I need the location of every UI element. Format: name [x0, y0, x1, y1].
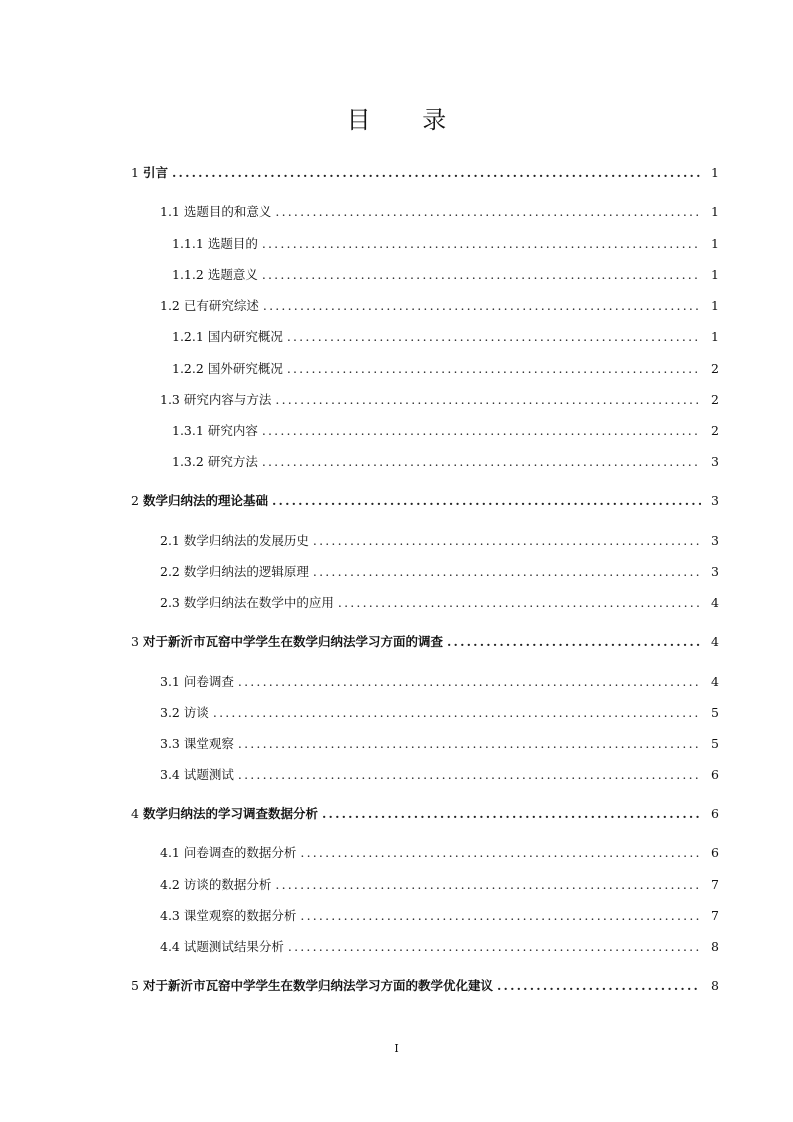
- dot-leader: [287, 329, 701, 345]
- toc-entry-page: 1: [711, 298, 719, 313]
- toc-entry-label: 对于新沂市瓦窑中学学生在数学归纳法学习方面的教学优化建议: [142, 978, 493, 993]
- dot-leader: [263, 298, 701, 314]
- toc-entry[interactable]: [131, 806, 719, 822]
- toc-entry-number: 2.2: [160, 564, 180, 579]
- toc-entry-label: 数学归纳法的学习调查数据分析: [142, 806, 318, 821]
- dot-leader: [262, 454, 701, 470]
- toc-entry[interactable]: [160, 845, 719, 861]
- dot-leader: [322, 806, 701, 822]
- toc-entry-number: 4.1: [160, 845, 180, 860]
- toc-entry-label: 课堂观察的数据分析: [183, 908, 297, 923]
- dot-leader: [213, 705, 701, 721]
- toc-entry-page: 6: [711, 767, 719, 782]
- toc-entry-label: 已有研究综述: [183, 298, 259, 313]
- toc-entry-page: 1: [711, 165, 719, 180]
- toc-entry-label: 引言: [142, 165, 168, 180]
- dot-leader: [262, 267, 701, 283]
- toc-entry[interactable]: [160, 908, 719, 924]
- toc-entry-number: 2.3: [160, 595, 180, 610]
- toc-entry-number: 3.4: [160, 767, 180, 782]
- dot-leader: [313, 533, 701, 549]
- toc-entry-number: 2.1: [160, 533, 180, 548]
- toc-entry-number: 1.1.1: [172, 236, 204, 251]
- dot-leader: [262, 423, 701, 439]
- toc-entry-page: 7: [711, 908, 719, 923]
- toc-entry-label: 访谈的数据分析: [183, 877, 272, 892]
- toc-entry[interactable]: [131, 634, 719, 650]
- toc-entry-number: 3.1: [160, 674, 180, 689]
- dot-leader: [272, 493, 701, 509]
- toc-entry-number: 1.3.1: [172, 423, 204, 438]
- dot-leader: [275, 877, 701, 893]
- toc-entry-label: 数学归纳法的逻辑原理: [183, 564, 309, 579]
- dot-leader: [275, 204, 701, 220]
- toc-entry-page: 5: [711, 705, 719, 720]
- toc-entry-page: 1: [711, 267, 719, 282]
- toc-entry-label: 数学归纳法的发展历史: [183, 533, 309, 548]
- toc-entry[interactable]: [172, 454, 719, 470]
- toc-entry-number: 4: [131, 806, 139, 821]
- dot-leader: [338, 595, 701, 611]
- toc-entry-label: 数学归纳法的理论基础: [142, 493, 268, 508]
- dot-leader: [275, 392, 701, 408]
- toc-entry-label: 试题测试: [183, 767, 234, 782]
- toc-entry-number: 4.2: [160, 877, 180, 892]
- toc-entry[interactable]: [160, 736, 719, 752]
- toc-entry-number: 4.4: [160, 939, 180, 954]
- toc-entry[interactable]: [172, 236, 719, 252]
- toc-entry-number: 3.2: [160, 705, 180, 720]
- toc-entry-number: 1.3: [160, 392, 180, 407]
- toc-entry-number: 1.2: [160, 298, 180, 313]
- dot-leader: [497, 978, 701, 994]
- toc-entry-page: 3: [711, 564, 719, 579]
- toc-entry-label: 国内研究概况: [207, 329, 283, 344]
- toc-entry[interactable]: [131, 493, 719, 509]
- toc-entry-page: 3: [711, 454, 719, 469]
- toc-entry-label: 选题意义: [207, 267, 258, 282]
- toc-entry[interactable]: [160, 564, 719, 580]
- toc-entry-number: 2: [131, 493, 139, 508]
- toc-entry[interactable]: [160, 533, 719, 549]
- toc-entry-label: 选题目的和意义: [183, 204, 272, 219]
- toc-entry-number: 1: [131, 165, 139, 180]
- toc-entry-label: 试题测试结果分析: [183, 939, 284, 954]
- dot-leader: [300, 845, 701, 861]
- page-number: I: [394, 1042, 399, 1055]
- toc-entry[interactable]: [172, 423, 719, 439]
- toc-entry-label: 研究方法: [207, 454, 258, 469]
- toc-entry-page: 8: [711, 978, 719, 993]
- toc-entry[interactable]: [160, 204, 719, 220]
- toc-entry-page: 6: [711, 806, 719, 821]
- toc-entry[interactable]: [160, 705, 719, 721]
- toc-entry-page: 1: [711, 329, 719, 344]
- toc-entry[interactable]: [172, 329, 719, 345]
- toc-entry-page: 6: [711, 845, 719, 860]
- toc-entry-label: 研究内容: [207, 423, 258, 438]
- toc-entry[interactable]: [131, 978, 719, 994]
- toc-entry-number: 1.3.2: [172, 454, 204, 469]
- toc-entry-number: 1.2.1: [172, 329, 204, 344]
- toc-entry[interactable]: [172, 361, 719, 377]
- toc-entry[interactable]: [160, 595, 719, 611]
- toc-entry-number: 1.1.2: [172, 267, 204, 282]
- dot-leader: [300, 908, 701, 924]
- toc-entry[interactable]: [160, 674, 719, 690]
- toc-entry-number: 5: [131, 978, 139, 993]
- toc-entry-number: 1.2.2: [172, 361, 204, 376]
- toc-entry-label: 问卷调查: [183, 674, 234, 689]
- toc-entry[interactable]: [131, 165, 719, 181]
- toc-entry-page: 4: [711, 674, 719, 689]
- dot-leader: [447, 634, 701, 650]
- toc-entry-number: 1.1: [160, 204, 180, 219]
- toc-title: 目 录: [346, 106, 469, 134]
- dot-leader: [262, 236, 701, 252]
- dot-leader: [238, 767, 701, 783]
- toc-entry[interactable]: [160, 767, 719, 783]
- toc-entry-page: 3: [711, 533, 719, 548]
- toc-entry-page: 2: [711, 392, 719, 407]
- toc-entry-page: 5: [711, 736, 719, 751]
- dot-leader: [288, 939, 701, 955]
- toc-entry-label: 访谈: [183, 705, 209, 720]
- toc-entry-page: 1: [711, 236, 719, 251]
- toc-entry-page: 8: [711, 939, 719, 954]
- toc-entry-label: 选题目的: [207, 236, 258, 251]
- dot-leader: [172, 165, 701, 181]
- toc-entry-page: 4: [711, 595, 719, 610]
- toc-entry[interactable]: [160, 298, 719, 314]
- toc-entry-page: 1: [711, 204, 719, 219]
- toc-entry[interactable]: [160, 939, 719, 955]
- toc-entry-label: 问卷调查的数据分析: [183, 845, 297, 860]
- toc-entry-label: 国外研究概况: [207, 361, 283, 376]
- dot-leader: [313, 564, 701, 580]
- dot-leader: [287, 361, 701, 377]
- toc-entry-label: 课堂观察: [183, 736, 234, 751]
- toc-entry-number: 3: [131, 634, 139, 649]
- dot-leader: [238, 736, 701, 752]
- toc-entry-number: 4.3: [160, 908, 180, 923]
- toc-entry[interactable]: [172, 267, 719, 283]
- toc-entry[interactable]: [160, 877, 719, 893]
- toc-entry-page: 3: [711, 493, 719, 508]
- toc-entry-page: 7: [711, 877, 719, 892]
- toc-entry-label: 研究内容与方法: [183, 392, 272, 407]
- toc-entry-label: 数学归纳法在数学中的应用: [183, 595, 334, 610]
- toc-entry-page: 2: [711, 423, 719, 438]
- toc-entry-label: 对于新沂市瓦窑中学学生在数学归纳法学习方面的调查: [142, 634, 443, 649]
- toc-entry[interactable]: [160, 392, 719, 408]
- toc-entry-page: 2: [711, 361, 719, 376]
- dot-leader: [238, 674, 701, 690]
- toc-entry-number: 3.3: [160, 736, 180, 751]
- toc-entry-page: 4: [711, 634, 719, 649]
